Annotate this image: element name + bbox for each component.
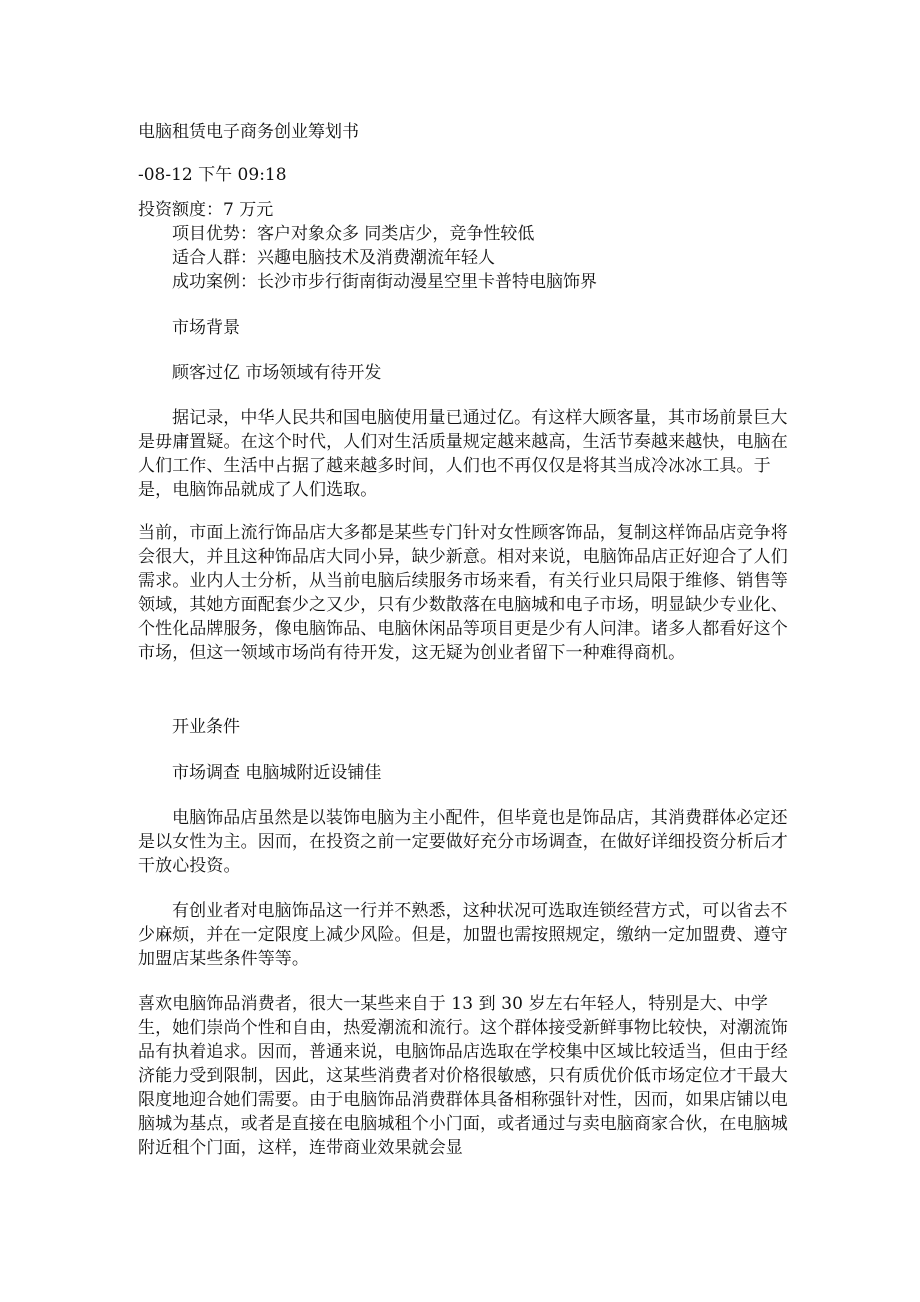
document-datetime: -08-12 下午 09:18 (138, 165, 287, 185)
case-line: 成功案例：长沙市步行街南街动漫星空里卡普特电脑饰界 (172, 272, 597, 292)
paragraph-2: 当前，市面上流行饰品店大多都是某些专门针对女性顾客饰品，复制这样饰品店竞争将会很大，并且这种饰品店大同小异，缺少新意。相对来说，电脑饰品店正好迎合了人们需求。业内人士分析，从当前电脑后续服务市场来看，有关行业只局限于维修、销售等领域，其她方面配套少之又少，只有少数散落在电脑城和电子市场，明显缺少专业化、个性化品牌服务，像电脑饰品、电脑休闲品等项目更是少有人问津。诸多人都看好这个市场，但这一领域市场尚有待开发，这无疑为创业者留下一种难得商机。 (138, 523, 788, 663)
paragraph-4: 有创业者对电脑饰品这一行并不熟悉，这种状况可选取连锁经营方式，可以省去不少麻烦，并在一定限度上减少风险。但是，加盟也需按照规定，缴纳一定加盟费、遵守加盟店某些条件等等。 (138, 901, 788, 969)
investment-line: 投资额度：7 万元 (138, 200, 274, 220)
section-subheading-survey: 市场调查 电脑城附近设铺佳 (172, 763, 382, 783)
document-title: 电脑租赁电子商务创业筹划书 (138, 122, 359, 142)
paragraph-3: 电脑饰品店虽然是以装饰电脑为主小配件，但毕竟也是饰品店，其消费群体必定还是以女性为主。因而，在投资之前一定要做好充分市场调查，在做好详细投资分析后才干放心投资。 (138, 808, 788, 876)
paragraph-5: 喜欢电脑饰品消费者，很大一某些来自于 13 到 30 岁左右年轻人，特别是大、中学生，她们崇尚个性和自由，热爱潮流和流行。这个群体接受新鲜事物比较快，对潮流饰品有执着追求。因而，普通来说，电脑饰品店选取在学校集中区域比较适当，但由于经济能力受到限制，因此，这某些消费者对价格很敏感，只有质优价低市场定位才干最大限度地迎合她们需要。由于电脑饰品消费群体具备相称强针对性，因而，如果店铺以电脑城为基点，或者是直接在电脑城租个小门面，或者通过与卖电脑商家合伙，在电脑城附近租个门面，这样，连带商业效果就会显 (138, 994, 788, 1158)
audience-line: 适合人群：兴趣电脑技术及消费潮流年轻人 (172, 248, 495, 268)
section-subheading-market: 顾客过亿 市场领域有待开发 (172, 363, 382, 383)
section-heading-opening-conditions: 开业条件 (172, 717, 240, 737)
section-heading-market-background: 市场背景 (172, 318, 240, 338)
paragraph-1: 据记录，中华人民共和国电脑使用量已通过亿。有这样大顾客量，其市场前景巨大是毋庸置疑。在这个时代，人们对生活质量规定越来越高，生活节奏越来越快，电脑在人们工作、生活中占据了越来越多时间，人们也不再仅仅是将其当成冷冰冰工具。于是，电脑饰品就成了人们选取。 (138, 408, 788, 500)
advantages-line: 项目优势：客户对象众多 同类店少，竞争性较低 (172, 224, 535, 244)
